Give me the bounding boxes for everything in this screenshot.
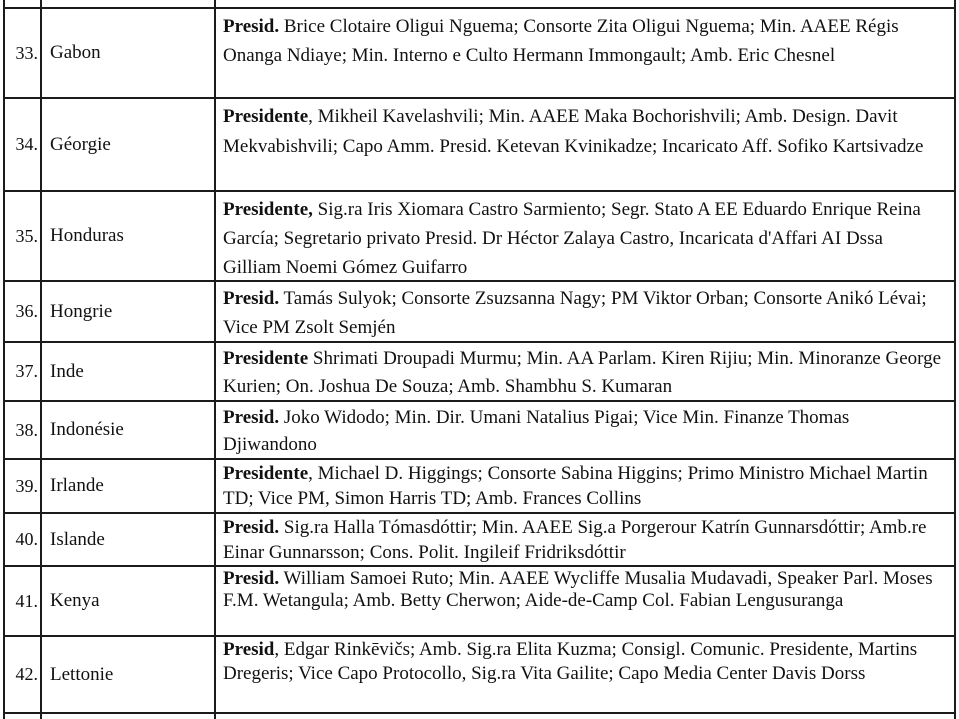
- table-row: [5, 635, 954, 712]
- country-cell: [42, 460, 216, 512]
- officials-text: Sig.ra Halla Tómasdóttir; Min. AAEE Sig.a Porgerour Katrín Gunnarsdóttir; Amb.re Einar Gunnarsson; Cons. Polit. Ingileif Fridriksdóttir: [223, 517, 927, 563]
- officials-title: Presid.: [223, 568, 280, 589]
- country-cell: [42, 514, 216, 565]
- officials-title: Presid.: [223, 407, 280, 428]
- country-name: Inde: [50, 360, 84, 382]
- officials-text: Sig.ra Iris Xiomara Castro Sarmiento; Segr. Stato A EE Eduardo Enrique Reina García; Segretario privato Presid. Dr Héctor Zalaya Castro, Incaricata d'Affari AI Dssa Gilliam Noemi Gómez Guifarro: [223, 199, 921, 278]
- country-name: Honduras: [50, 225, 124, 246]
- row-number-cell: [5, 9, 42, 97]
- officials-cell: [216, 567, 954, 635]
- country-name: Irlande: [50, 475, 104, 496]
- table-row: [5, 458, 954, 512]
- table-row: [5, 190, 954, 280]
- row-number-cell: [5, 714, 42, 719]
- row-number-cell: [5, 460, 42, 512]
- officials-title: Presidente: [223, 106, 309, 127]
- row-number: 39.: [15, 475, 38, 496]
- country-cell: [42, 282, 216, 341]
- row-number: 41.: [15, 590, 38, 611]
- country-cell: [42, 567, 216, 635]
- officials-title: Presidente: [223, 348, 309, 369]
- officials-cell: [216, 99, 954, 190]
- officials-cell: [216, 9, 954, 97]
- officials-text: , Edgar Rinkēvičs; Amb. Sig.ra Elita Kuzma; Consigl. Comunic. Presidente, Martins Dregeris; Vice Capo Protocollo, Sig.ra Vita Gailite; Capo Media Center Davis Dorss: [223, 639, 918, 684]
- officials-text: Tamás Sulyok; Consorte Zsuzsanna Nagy; PM Viktor Orban; Consorte Anikó Lévai; Vice PM Zsolt Semjén: [223, 288, 927, 338]
- officials-title: Presid.: [223, 16, 280, 37]
- row-number: 38.: [15, 419, 38, 440]
- table-row: [5, 341, 954, 400]
- row-number-cell: [5, 343, 42, 400]
- officials-title: Presid.: [223, 517, 280, 538]
- country-cell: [42, 0, 216, 7]
- row-number: 33.: [15, 42, 38, 63]
- row-number-cell: [5, 282, 42, 341]
- table-row: [5, 565, 954, 635]
- table-row: [5, 400, 954, 458]
- officials-cell: [216, 714, 954, 719]
- row-number: 35.: [15, 225, 38, 246]
- officials-text: Joko Widodo; Min. Dir. Umani Natalius Pigai; Vice Min. Finanze Thomas Djiwandono: [223, 407, 850, 455]
- officials-cell: [216, 460, 954, 512]
- delegations-table: [3, 0, 956, 719]
- officials-title: Presidente: [223, 463, 309, 484]
- country-name: Hongrie: [50, 300, 113, 322]
- officials-text: , Mikheil Kavelashvili; Min. AAEE Maka Bochorishvili; Amb. Design. Davit Mekvabishvili; Capo Amm. Presid. Ketevan Kvinikadze; Incaricato Aff. Sofiko Kartsivadze: [223, 106, 924, 157]
- country-name: Gabon: [50, 42, 101, 63]
- officials-cell: [216, 637, 954, 712]
- officials-text: Brice Clotaire Oligui Nguema; Consorte Zita Oligui Nguema; Min. AAEE Régis Onanga Ndiaye; Min. Interno e Culto Hermann Immongault; Amb. Eric Chesnel: [223, 16, 899, 66]
- officials-title: Presidente,: [223, 199, 313, 220]
- row-number-cell: [5, 402, 42, 458]
- country-name: Lettonie: [50, 663, 114, 685]
- country-cell: [42, 402, 216, 458]
- row-number: 34.: [15, 134, 38, 154]
- row-number-cell: [5, 567, 42, 635]
- officials-title: Presid: [223, 639, 275, 660]
- row-number-cell: [5, 192, 42, 280]
- officials-text: , Michael D. Higgings; Consorte Sabina Higgins; Primo Ministro Michael Martin TD; Vice PM, Simon Harris TD; Amb. Frances Collins: [223, 463, 928, 509]
- country-cell: [42, 192, 216, 280]
- officials-cell: [216, 0, 954, 7]
- table-body: [5, 7, 954, 712]
- row-number-cell: [5, 0, 42, 7]
- country-name: Indonésie: [50, 419, 124, 440]
- table-row: [5, 280, 954, 341]
- row-number-cell: [5, 514, 42, 565]
- officials-cell: [216, 402, 954, 458]
- country-cell: [42, 637, 216, 712]
- row-number-cell: [5, 99, 42, 190]
- country-name: Géorgie: [50, 133, 111, 155]
- country-name: Kenya: [50, 590, 100, 611]
- table-bottom-partial-row: [5, 712, 954, 719]
- officials-text: William Samoei Ruto; Min. AAEE Wycliffe Musalia Mudavadi, Speaker Parl. Moses F.M. Wetangula; Amb. Betty Cherwon; Aide-de-Camp Col. Fabian Lengusuranga: [223, 568, 933, 611]
- officials-cell: [216, 343, 954, 400]
- officials-cell: [216, 192, 954, 280]
- table-row: [5, 512, 954, 565]
- country-cell: [42, 9, 216, 97]
- row-number: 36.: [15, 301, 38, 321]
- row-number-cell: [5, 637, 42, 712]
- table-row: [5, 97, 954, 190]
- officials-text: Shrimati Droupadi Murmu; Min. AA Parlam. Kiren Rijiu; Min. Minoranze George Kurien; On. Joshua De Souza; Amb. Shambhu S. Kumaran: [223, 348, 942, 397]
- country-cell: [42, 99, 216, 190]
- row-number: 37.: [15, 361, 38, 381]
- row-number: 40.: [15, 529, 38, 549]
- officials-cell: [216, 282, 954, 341]
- country-name: Islande: [50, 528, 105, 550]
- officials-title: Presid.: [223, 288, 280, 309]
- row-number: 42.: [15, 664, 38, 684]
- country-cell: [42, 343, 216, 400]
- officials-cell: [216, 514, 954, 565]
- country-cell: [42, 714, 216, 719]
- table-top-partial-row: [5, 0, 954, 7]
- table-row: [5, 7, 954, 97]
